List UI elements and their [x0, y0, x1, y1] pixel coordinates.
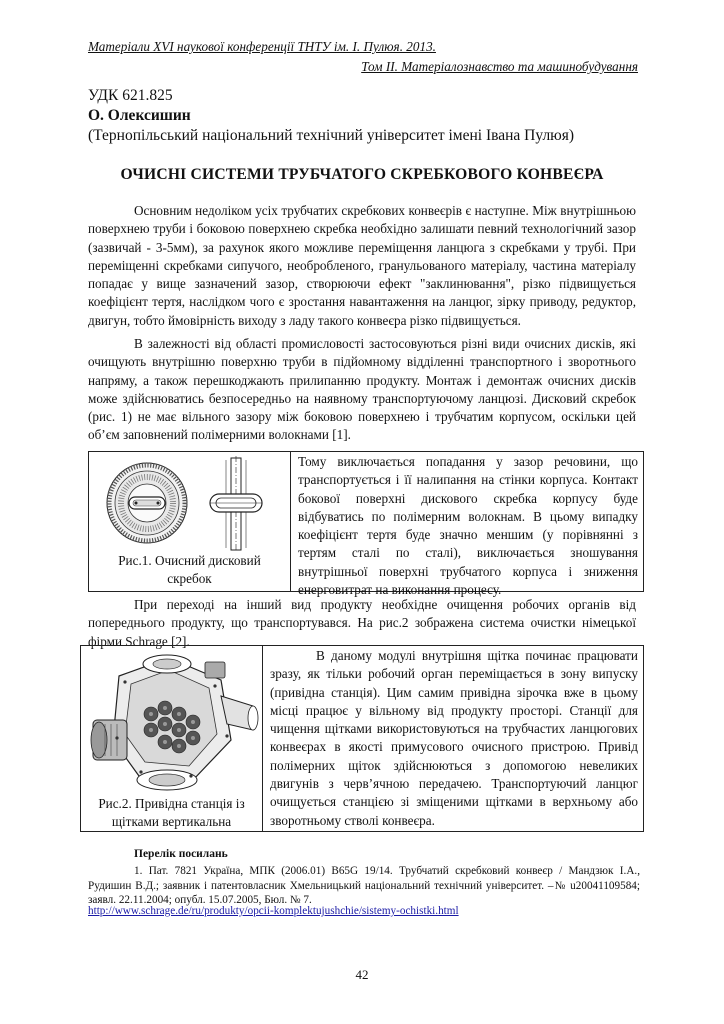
- disc-scraper-drawing: [89, 454, 290, 554]
- udc-code: УДК 621.825: [88, 87, 173, 104]
- figure-1-caption: Рис.1. Очисний дисковий скребок: [118, 553, 261, 586]
- figure-2-image-cell: [81, 646, 263, 831]
- author-affiliation: (Тернопільський національний технічний університет імені Івана Пулюя): [88, 127, 575, 144]
- figure-2-side-text: В даному модулі внутрішня щітка починає працювати зразу, як тільки робочий орган переміщається в зону випуску (привідна станція). Цим самим привідна зірочка вже в цьому місці працює у вільному від продукту просторі. Станції для чищення щітками використовуються на трубчастих ланцюгових конвеєрах в якості примусового очисного пристрою. Привід полімерних щіток здійснюються з допомогою невеликих двигунів з черв’ячною передачею. Транспортуючий ланцюг очищується станцією зі зміщеними щітками в верхньому або зворотньому стволі конвеєра.: [270, 648, 638, 828]
- figure-2-box: [80, 645, 644, 832]
- reference-item-1: 1. Пат. 7821 Україна, МПК (2006.01) B65G 19/14. Трубчатий скребковий конвеєр / Мандзюк І.А., Рудишин В.Д.; заявник і патентовласник Хмельницький національний технічний університет. –№ u20041109584; заявл. 22.11.2004; опубл. 15.07.2005, Бюл. № 7.: [88, 865, 640, 907]
- paper-title: ОЧИСНІ СИСТЕМИ ТРУБЧАТОГО СКРЕБКОВОГО КОНВЕЄРА: [120, 166, 604, 183]
- figure-1-side-text: Тому виключається попадання у зазор речовини, що транспортується і її налипання на стінки корпуса. Контакт бокової поверхні дискового скребка корпусу буде відбуватись по полімерним волокнам. В цьому випадку коефіцієнт тертя буде значно меншим (у порівнянні з тертям сталі по сталі), виключається зношування внутрішньої поверхні трубчатого корпуса і зниження енерговитрат на виконання процесу.: [298, 454, 638, 598]
- figure-1-box: [88, 451, 644, 598]
- paragraph-1: Основним недоліком усіх трубчатих скребкових конвеєрів є наступне. Між внутрішньою поверхнею труби і боковою поверхнею скребка необхідно залишати певний технологічний зазор (зазвичай - 3-5мм), за рахунок якого можливе переміщення ланцюга з скребками у трубі. При переміщенні скребками сипучого, необробленого, гранульованого матеріалу, частина матеріалу попадає у вище зазначений зазор, створюючи ефект "заклинювання", різко підвищується коефіцієнт тертя, наслідком чого є зростання навантаження на ланцюг, зірку приводу, редуктор, двигун, тобто ймовірність виходу з ладу такого конвеєра різко підвищується.: [88, 203, 636, 328]
- drive-station-drawing: [81, 648, 262, 798]
- conference-header-line1: Матеріали XVІ наукової конференції ТНТУ ім. І. Пулюя. 2013.: [88, 39, 436, 54]
- author-name: О. Олексишин: [88, 107, 191, 124]
- page-number: 42: [355, 967, 369, 982]
- figure-2-caption: Рис.2. Привідна станція із щітками вертикальна: [98, 796, 245, 829]
- figure-1-image-cell: [89, 452, 291, 591]
- references-heading: Перелік посилань: [134, 848, 228, 860]
- reference-link[interactable]: http://www.schrage.de/ru/produkty/opcii-komplektujushchie/sistemy-ochistki.html: [88, 905, 459, 917]
- conference-header-line2: Том ІІ. Матеріалознавство та машинобудування: [361, 59, 638, 74]
- paragraph-2: В залежності від області промисловості застосовуються різні види очисних дисків, які очищують внутрішню поверхню труби в підйомному відділенні транспортного і зворотнього напряму, а також перешкоджають прилипанню продукту. Монтаж і демонтаж очисних дисків може здійснюватись безпосередньо на наявному транспортуючому ланцюзі. Дисковий скребок (рис. 1) не має вільного зазору між боковою поверхнею і трубчатим корпусом, оскільки цей об’єм заповнений полімерними волокнами [1].: [88, 336, 636, 443]
- paragraph-3: При переході на інший вид продукту необхідне очищення робочих органів від попереднього продукту, що транспортувався. На рис.2 зображена система очистки німецької фірми Schrage [2].: [88, 597, 636, 649]
